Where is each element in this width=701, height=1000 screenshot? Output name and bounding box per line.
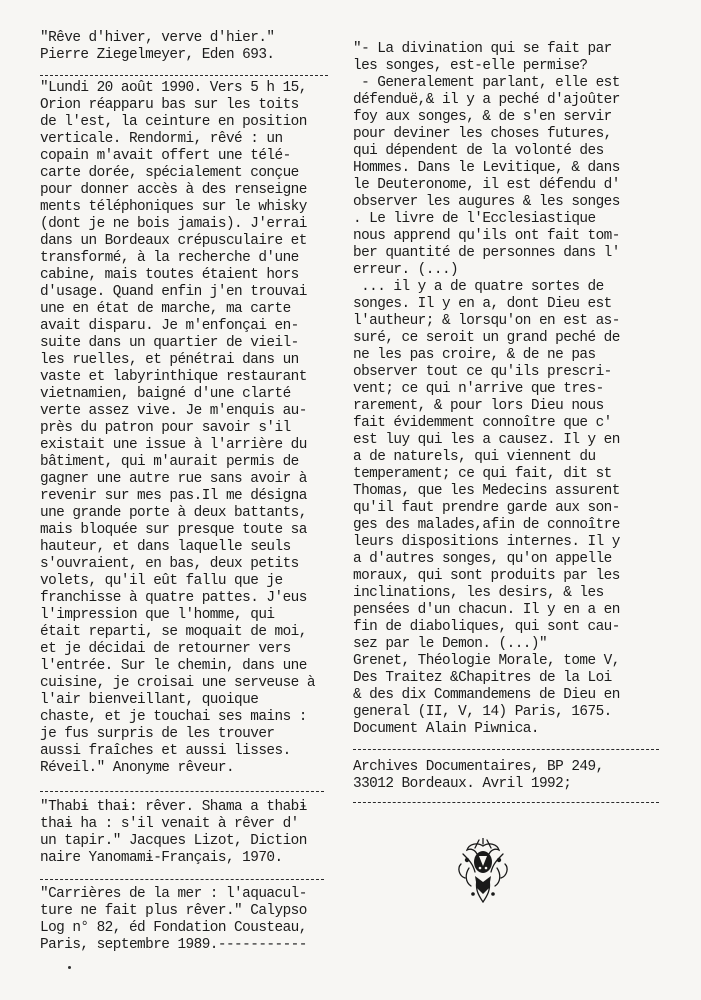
text-line: bâtiment, qui m'aurait permis de [40, 454, 299, 470]
text-line: les ruelles, et pénétrai dans un [40, 352, 299, 368]
text-line: thaɨ ha : s'il venait à rêver d' [40, 816, 299, 832]
text-line: cabine, mais toutes étaient hors [40, 267, 299, 283]
text-line: gagner une autre rue sans avoir à [40, 471, 307, 487]
text-line: ture ne fait plus rêver." Calypso [40, 903, 307, 919]
dashed-separator [40, 791, 324, 792]
text-line: erreur. (...) [353, 262, 459, 278]
text-line: 33012 Bordeaux. Avril 1992; [353, 776, 572, 792]
text-line: "Thabɨ thaɨ: rêver. Shama a thabɨ [40, 799, 307, 815]
text-line: ber quantité de personnes dans l' [353, 245, 620, 261]
text-line: revenir sur mes pas.Il me désigna [40, 488, 307, 504]
text-line: general (II, V, 14) Paris, 1675. [353, 704, 612, 720]
text-line: avait disparu. Je m'enfonçai en- [40, 318, 299, 334]
text-line: sez par le Demon. (...)" [353, 636, 548, 652]
text-line: pensées d'un chacun. Il y en a en [353, 602, 620, 618]
text-line: Des Traitez &Chapitres de la Loi [353, 670, 612, 686]
text-line: l'entrée. Sur le chemin, dans une [40, 658, 307, 674]
text-line: pour deviner les choses futures, [353, 126, 612, 142]
text-line: moraux, qui sont produits par les [353, 568, 620, 584]
text-line: était reparti, se moquait de moi, [40, 624, 307, 640]
text-line: inclinations, les desirs, & les [353, 585, 604, 601]
text-line: volets, qu'il eût fallu que je [40, 573, 283, 589]
text-line: vaste et labyrinthique restaurant [40, 369, 307, 385]
text-line: "Rêve d'hiver, verve d'hier." [40, 30, 275, 46]
text-line: "Carrières de la mer : l'aquacul- [40, 886, 307, 902]
text-line: temperament; ce qui fait, dit st [353, 466, 612, 482]
dashed-separator [40, 75, 328, 76]
text-line: Hommes. Dans le Levitique, & dans [353, 160, 620, 176]
text-line: "- La divination qui se fait par [353, 41, 612, 57]
text-line: fait évidemment connoître que c' [353, 415, 612, 431]
text-line: de l'est, la ceinture en position [40, 114, 307, 130]
text-line: ges des malades,afin de connoître [353, 517, 620, 533]
text-line: copain m'avait offert une télé- [40, 148, 291, 164]
text-line: songes. Il y en a, dont Dieu est [353, 296, 612, 312]
text-line: - Generalement parlant, elle est [353, 75, 620, 91]
text-line: rarement, & pour lors Dieu nous [353, 398, 604, 414]
text-line: près du patron pour savoir s'il [40, 420, 291, 436]
text-line: je fus surpris de les trouver [40, 726, 275, 742]
stray-ink-dot [68, 966, 71, 969]
text-line: qui dépendent de la volonté des [353, 143, 604, 159]
text-line: a d'autres songes, qu'on appelle [353, 551, 612, 567]
text-line: l'impression que l'homme, qui [40, 607, 275, 623]
text-line: & des dix Commandemens de Dieu en [353, 687, 620, 703]
text-line: est luy qui les a causez. Il y en [353, 432, 620, 448]
text-line: d'usage. Quand enfin j'en trouvai [40, 284, 307, 300]
text-line: pour donner accès à des renseigne [40, 182, 307, 198]
text-line: les songes, est-elle permise? [353, 58, 588, 74]
text-line: franchisse à quatre pattes. J'eus [40, 590, 307, 606]
text-line: a de naturels, qui viennent du [353, 449, 596, 465]
dashed-separator [353, 802, 659, 803]
text-line: suite dans un quartier de vieil- [40, 335, 299, 351]
text-line: Orion réapparu bas sur les toits [40, 97, 299, 113]
text-line: naire Yanomamɨ-Français, 1970. [40, 850, 283, 866]
text-line: l'air bienveillant, quoique [40, 692, 259, 708]
text-line: l'autheur; & lorsqu'on en est as- [353, 313, 620, 329]
text-line: ne les pas croire, & de ne pas [353, 347, 596, 363]
text-line: qu'il faut prendre garde aux son- [353, 500, 620, 516]
text-line: Document Alain Piwnica. [353, 721, 539, 737]
text-line: une en état de marche, ma carte [40, 301, 291, 317]
text-line: Pierre Ziegelmeyer, Eden 693. [40, 47, 275, 63]
text-line: Paris, septembre 1989.----------- [40, 937, 307, 953]
text-line: s'ouvraient, en bas, deux petits [40, 556, 299, 572]
text-line: un tapir." Jacques Lizot, Diction [40, 833, 307, 849]
text-line: . Le livre de l'Ecclesiastique [353, 211, 596, 227]
text-line: vietnamien, baigné d'une clarté [40, 386, 291, 402]
text-line: le Deuteronome, il est défendu d' [353, 177, 620, 193]
text-line: foy aux songes, & de s'en servir [353, 109, 612, 125]
dashed-separator [353, 749, 659, 750]
text-line: cuisine, je croisai une serveuse à [40, 675, 315, 691]
text-line: Grenet, Théologie Morale, tome V, [353, 653, 620, 669]
text-line: hauteur, et dans laquelle seuls [40, 539, 291, 555]
text-line: observer tout ce qu'ils prescri- [353, 364, 612, 380]
dashed-separator [40, 879, 324, 880]
text-line: défenduë,& il y a peché d'ajoûter [353, 92, 620, 108]
text-line: transformé, à la recherche d'une [40, 250, 299, 266]
text-line: ments téléphoniques sur le whisky [40, 199, 307, 215]
text-line: vent; ce qui n'arrive que tres- [353, 381, 604, 397]
text-line: chaste, et je touchai ses mains : [40, 709, 307, 725]
text-line: mais bloquée sur presque toute sa [40, 522, 307, 538]
text-line: observer les augures & les songes [353, 194, 620, 210]
thistle-vignette-icon [455, 838, 511, 908]
text-line: Archives Documentaires, BP 249, [353, 759, 604, 775]
text-line: et je décidai de retourner vers [40, 641, 291, 657]
text-line: nous apprend qu'ils ont fait tom- [353, 228, 620, 244]
text-line: Log n° 82, éd Fondation Cousteau, [40, 920, 307, 936]
text-line: verte assez vive. Je m'enquis au- [40, 403, 307, 419]
text-line: fin de diaboliques, qui sont cau- [353, 619, 620, 635]
text-line: Thomas, que les Medecins assurent [353, 483, 620, 499]
text-line: verticale. Rendormi, rêvé : un [40, 131, 283, 147]
text-line: (dont je ne bois jamais). J'errai [40, 216, 307, 232]
text-line: carte dorée, spécialement conçue [40, 165, 299, 181]
text-line: dans un Bordeaux crépusculaire et [40, 233, 307, 249]
text-line: leurs dispositions internes. Il y [353, 534, 620, 550]
text-line: Réveil." Anonyme rêveur. [40, 760, 235, 776]
text-line: "Lundi 20 août 1990. Vers 5 h 15, [40, 80, 307, 96]
text-line: aussi fraîches et aussi lisses. [40, 743, 291, 759]
text-line: ... il y a de quatre sortes de [353, 279, 604, 295]
text-line: une grande porte à deux battants, [40, 505, 307, 521]
text-line: suré, ce seroit un grand peché de [353, 330, 620, 346]
text-line: existait une issue à l'arrière du [40, 437, 307, 453]
